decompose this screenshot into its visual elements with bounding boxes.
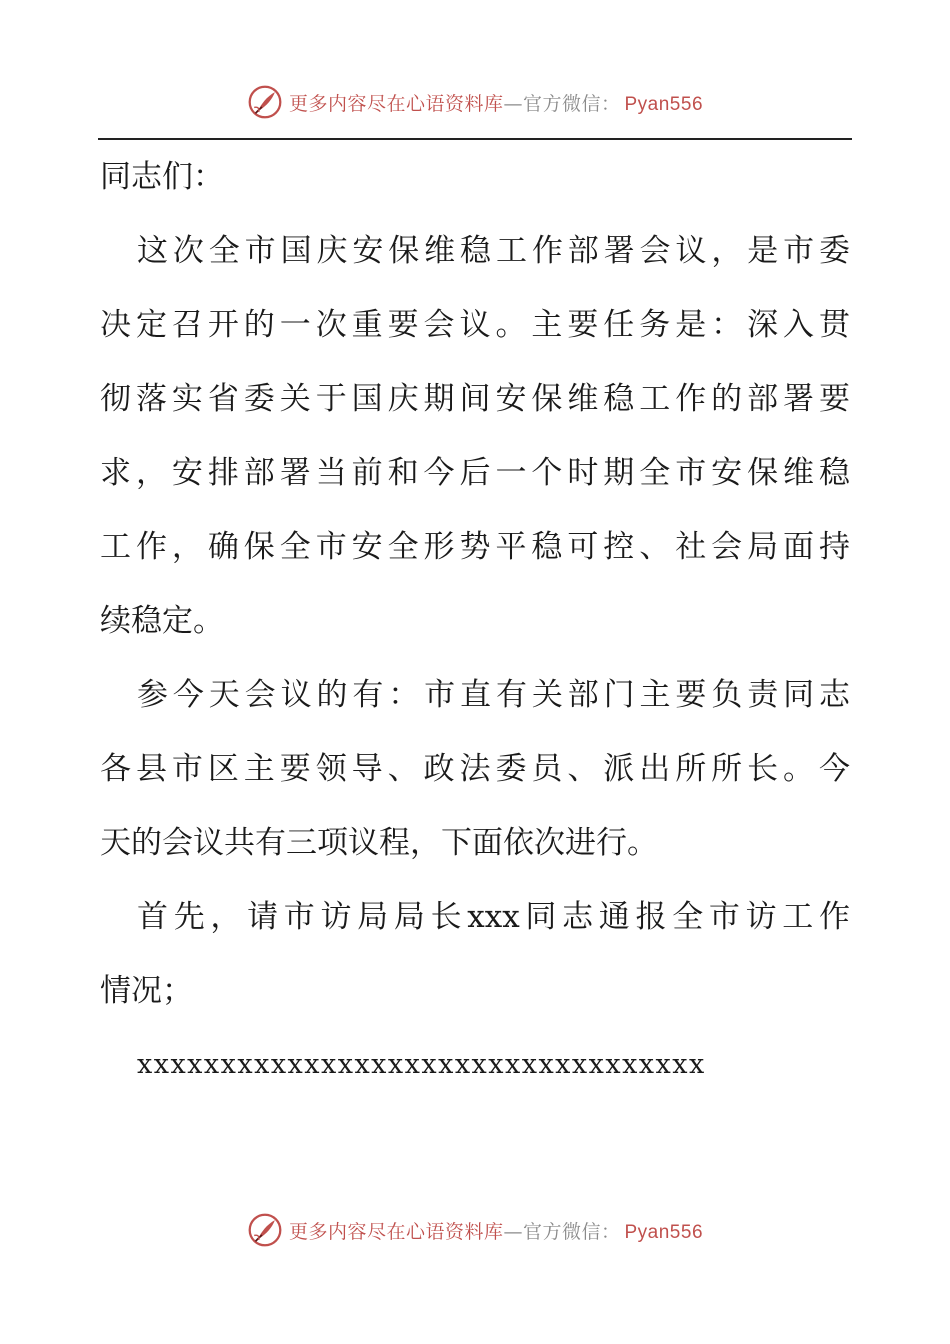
paragraph-2-line-3: 天的会议共有三项议程，下面依次进行。 — [100, 825, 658, 861]
paragraph-1-line-3: 彻落实省委关于国庆期间安保维稳工作的部署要 — [100, 381, 850, 417]
paragraph-1-line-5: 工作，确保全市安全形势平稳可控、社会局面持 — [100, 529, 850, 565]
greeting: 同志们： — [100, 159, 224, 195]
paragraph-1-line-2: 决定召开的一次重要会议。主要任务是：深入贯 — [100, 307, 850, 343]
header-brand-secondary: —官方微信： — [503, 92, 621, 115]
paragraph-2-line-2: 各县市区主要领导、政法委员、派出所所长。今 — [100, 751, 850, 787]
paragraph-1-line-6: 续稳定。 — [100, 603, 224, 639]
placeholder-line: xxxxxxxxxxxxxxxxxxxxxxxxxxxxxxxxxx — [137, 1049, 706, 1080]
quill-logo-icon — [247, 1212, 283, 1248]
header-brand-primary: 更多内容尽在心语资料库 — [288, 92, 504, 115]
footer-watermark — [0, 1210, 950, 1250]
paragraph-1-line-4: 求，安排部署当前和今后一个时期全市安保维稳 — [100, 455, 850, 491]
header-brand-text — [289, 89, 703, 116]
footer-brand-secondary: —官方微信： — [503, 1220, 621, 1243]
document-body — [100, 140, 850, 1102]
header-brand-group — [247, 84, 703, 120]
footer-brand-primary: 更多内容尽在心语资料库 — [288, 1220, 504, 1243]
header-brand-id: Pyan556 — [624, 93, 704, 115]
paragraph-1-line-1: 这次全市国庆安保维稳工作部署会议，是市委 — [137, 233, 850, 269]
footer-brand-id: Pyan556 — [624, 1221, 704, 1243]
paragraph-3-line-2: 情况； — [100, 973, 193, 1009]
paragraph-3-line-1: 首先，请市访局局长xxx同志通报全市访工作 — [137, 899, 850, 935]
footer-brand-text — [289, 1217, 703, 1244]
footer-brand-group — [247, 1212, 703, 1248]
header-watermark — [0, 82, 950, 122]
quill-logo-icon — [247, 84, 283, 120]
paragraph-2-line-1: 参今天会议的有：市直有关部门主要负责同志 — [137, 677, 850, 713]
